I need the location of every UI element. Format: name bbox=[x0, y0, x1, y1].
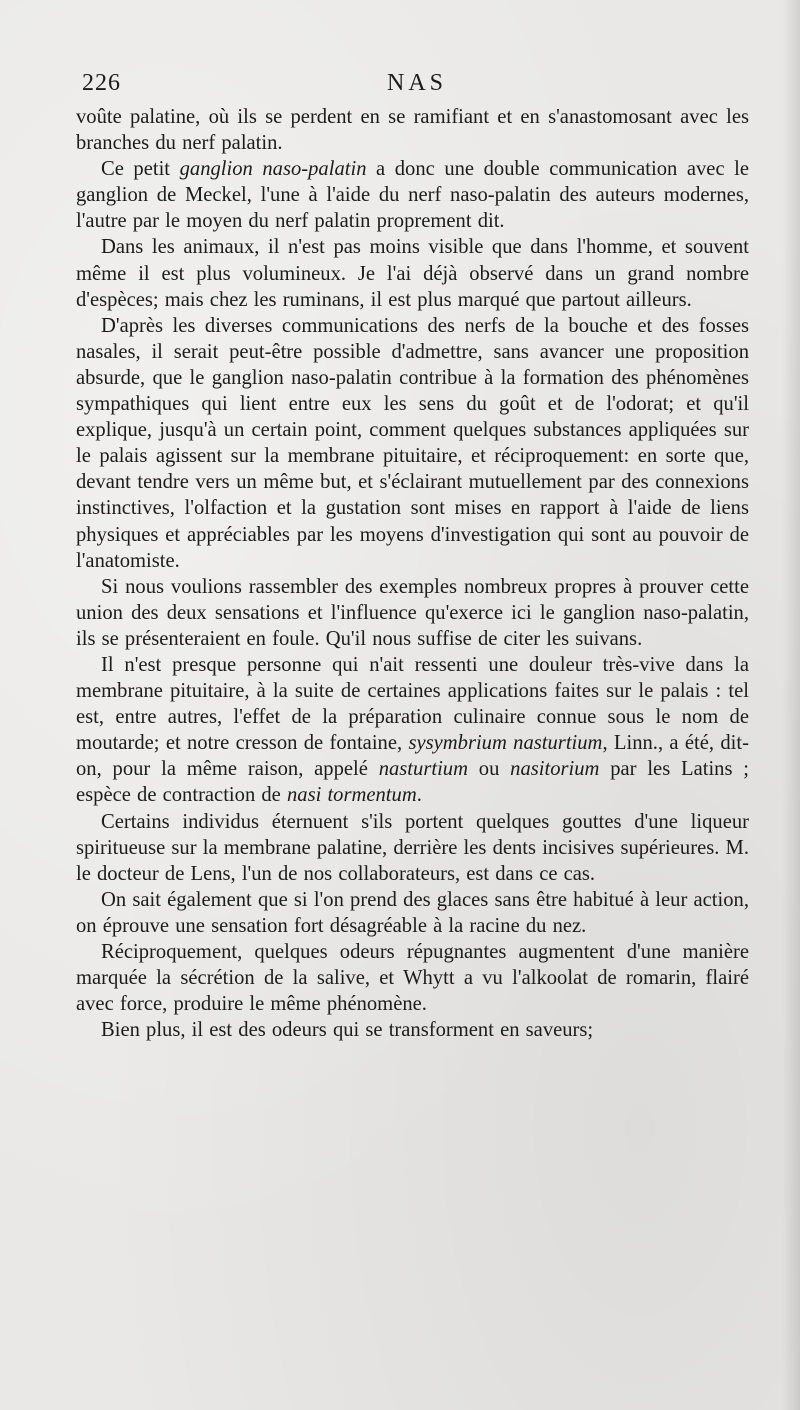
italic-text: ganglion naso-palatin bbox=[179, 158, 367, 181]
text-run: Il n'est presque personne qui n'ait ressenti une douleur très-vive dans la membrane pituitaire, à la suite de certaines applications faites sur le palais : tel est, entre autres, l'effet de la préparation culinaire connue sous le nom de moutarde; et notre cresson de fontaine, bbox=[76, 653, 749, 755]
page-edge-shadow bbox=[782, 0, 800, 1410]
text-run: voûte palatine, où ils se perdent en se ramifiant et en s'anastomosant avec les branches du nerf palatin. bbox=[76, 106, 749, 155]
paragraph bbox=[76, 156, 749, 234]
paragraph bbox=[76, 574, 749, 652]
text-run: Ce petit bbox=[101, 158, 180, 181]
text-run: Certains individus éternuent s'ils portent quelques gouttes d'une liqueur spiritueuse sur la membrane palatine, derrière les dents incisives supérieures. M. le docteur de Lens, l'un de nos collaborateurs, est dans ce cas. bbox=[76, 810, 749, 885]
text-run: Bien plus, il est des odeurs qui se transforment en saveurs; bbox=[101, 1019, 594, 1042]
paragraph bbox=[76, 652, 749, 809]
italic-text: nasi tormentum bbox=[286, 784, 417, 807]
text-run: Dans les animaux, il n'est pas moins visible que dans l'homme, et souvent même il est plus volumineux. Je l'ai déjà observé dans un grand nombre d'espèces; mais chez les ruminans, il est plus marqué que partout ailleurs. bbox=[76, 236, 749, 311]
italic-text: nasitorium bbox=[510, 758, 600, 781]
page-number: 226 bbox=[82, 70, 121, 96]
paragraph bbox=[76, 809, 749, 887]
text-run: On sait également que si l'on prend des glaces sans être habitué à leur action, on éprouve une sensation fort désagréable à la racine du nez. bbox=[76, 888, 749, 937]
text-run: , Linn., a été, dit-on, pour la même raison, appelé bbox=[76, 732, 749, 781]
paragraph bbox=[76, 939, 749, 1017]
text-run: a donc une double communication avec le ganglion de Meckel, l'une à l'aide du nerf naso-palatin des auteurs modernes, l'autre par le moyen du nerf palatin proprement dit. bbox=[76, 158, 750, 233]
header-title: NAS bbox=[386, 70, 447, 96]
text-run: . bbox=[416, 784, 422, 807]
italic-text: sysymbrium nasturtium bbox=[408, 732, 603, 755]
italic-text: nasturtium bbox=[378, 758, 468, 781]
text-run: D'après les diverses communications des nerfs de la bouche et des fosses nasales, il serait peut-être possible d'admettre, sans avancer une proposition absurde, que le ganglion naso-palatin contribue à la formation des phénomènes sympathiques qui lient entre eux les sens du goût et de l'odorat; et qu'il explique, jusqu'à un certain point, comment quelques substances appliquées sur le palais agissent sur la membrane pituitaire, et réciproquement: en sorte que, devant tendre vers un même but, et s'éclairant mutuellement par des connexions instinctives, l'olfaction et la gustation sont mises en rapport à l'aide de liens physiques et appréciables par les moyens d'investigation qui sont au pouvoir de l'anatomiste. bbox=[76, 314, 749, 572]
paragraph bbox=[76, 104, 749, 156]
text-run: ou bbox=[467, 758, 511, 781]
running-head bbox=[82, 70, 752, 104]
text-run: Si nous voulions rassembler des exemples nombreux propres à prouver cette union des deux sensations et l'influence qu'exerce ici le ganglion naso-palatin, ils se présenteraient en foule. Qu'il nous suffise de citer les suivans. bbox=[76, 575, 749, 650]
paragraph bbox=[76, 313, 749, 574]
text-run: par les Latins ; espèce de contraction de bbox=[76, 758, 750, 807]
paragraph bbox=[76, 887, 749, 939]
body-text bbox=[76, 104, 749, 1043]
text-run: Réciproquement, quelques odeurs répugnantes augmentent d'une manière marquée la sécrétion de la salive, et Whytt a vu l'alkoolat de romarin, flairé avec force, produire le même phénomène. bbox=[76, 941, 749, 1016]
paragraph bbox=[76, 234, 749, 312]
paragraph bbox=[76, 1017, 749, 1043]
